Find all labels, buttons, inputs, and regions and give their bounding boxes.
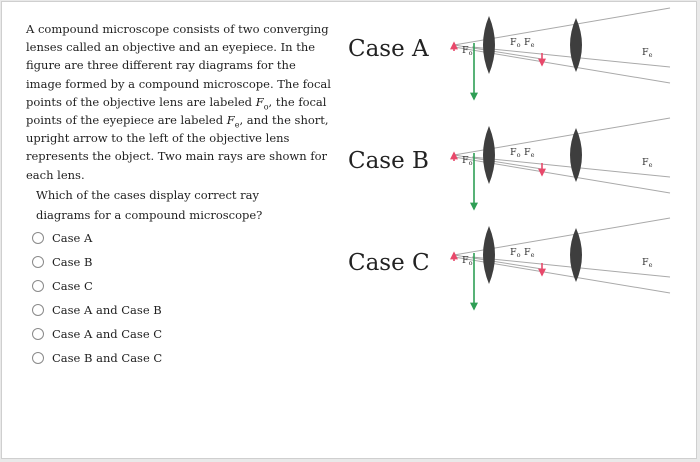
option-label: Case B (52, 255, 93, 269)
case-a-label: Case A (348, 36, 429, 62)
focal-point-label: $F_e$ (642, 157, 653, 169)
option-label: Case A and Case C (52, 327, 163, 341)
eyepiece-lens (570, 228, 582, 282)
focal-point-label: $F_o$ (462, 255, 473, 267)
case-c-diagram (454, 218, 670, 309)
focal-point-label: $F_e$ (642, 47, 653, 59)
case-c-label: Case C (348, 250, 430, 276)
focal-point-label: $F_o$ (510, 147, 521, 159)
case-a-diagram (454, 8, 670, 99)
focal-point-label: $F_o$ (510, 247, 521, 259)
ray-diagrams (2, 2, 698, 460)
question-text: Which of the cases display correct ray diagrams for a compound microscope? (36, 188, 263, 222)
focal-point-label: $F_e$ (524, 247, 535, 259)
focal-point-label: $F_e$ (524, 37, 535, 49)
question-card (1, 1, 697, 459)
focal-point-label: $F_o$ (510, 37, 521, 49)
case-b-diagram (454, 118, 670, 209)
case-b-label: Case B (348, 148, 429, 174)
option-label: Case B and Case C (52, 351, 163, 365)
objective-lens (483, 126, 495, 184)
eyepiece-lens (570, 128, 582, 182)
focal-point-label: $F_o$ (462, 155, 473, 167)
eyepiece-lens (570, 18, 582, 72)
option-label: Case C (52, 279, 93, 293)
focal-point-label: $F_e$ (642, 257, 653, 269)
focal-point-label: $F_e$ (524, 147, 535, 159)
problem-description: A compound microscope consists of two converging lenses called an objective and an eyepiece. In the figure are three different ray diagrams for the image formed by a compound microscope. The focal points of the objective lens are labeled $F_o$, the focal points of the eyepiece are labeled $F_e$, and the short, upright arrow to the left of the objective lens represents the object. Two main rays are shown for each lens. (26, 22, 331, 182)
objective-lens (483, 226, 495, 284)
focal-point-label: $F_o$ (462, 45, 473, 57)
option-label: Case A and Case B (52, 303, 162, 317)
objective-lens (483, 16, 495, 74)
option-label: Case A (52, 231, 93, 245)
